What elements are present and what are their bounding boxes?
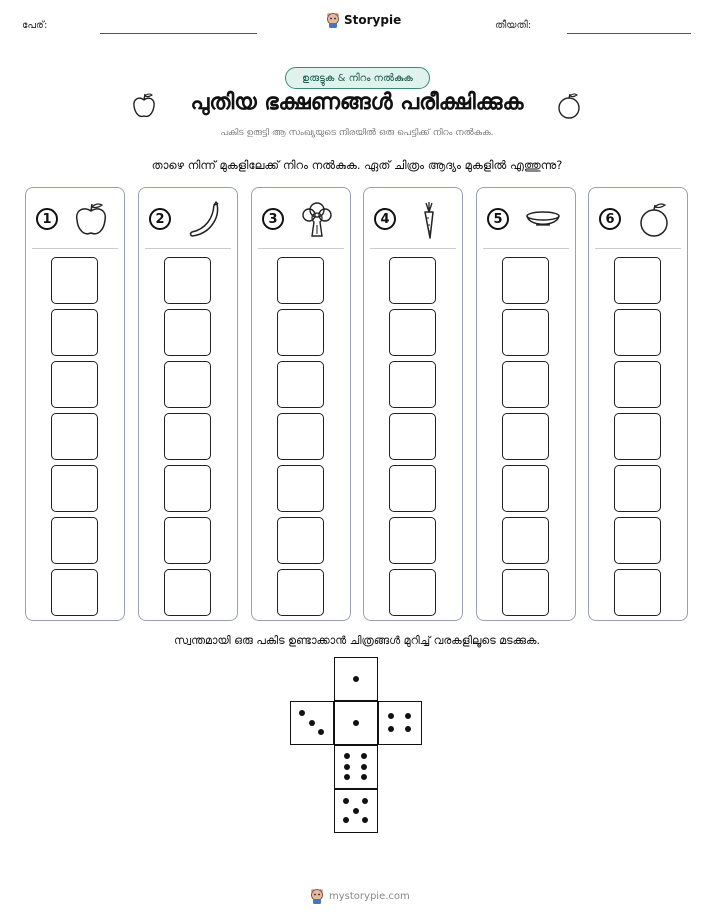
- color-box[interactable]: [502, 465, 549, 512]
- color-box[interactable]: [502, 361, 549, 408]
- color-box[interactable]: [164, 413, 211, 460]
- color-box[interactable]: [51, 309, 98, 356]
- dice-pip: [343, 817, 349, 823]
- color-box[interactable]: [502, 517, 549, 564]
- column-number: 2: [149, 208, 171, 230]
- color-box[interactable]: [614, 517, 661, 564]
- dice-face: [334, 745, 378, 789]
- column-divider: [258, 248, 344, 249]
- color-box[interactable]: [164, 257, 211, 304]
- dice-face: [334, 657, 378, 701]
- dice-pip: [362, 798, 368, 804]
- dice-face: [334, 789, 378, 833]
- color-box[interactable]: [614, 309, 661, 356]
- dice-pip: [361, 764, 367, 770]
- activity-badge: ഉരുട്ടുക & നിറം നൽകുക: [285, 67, 430, 89]
- carrot-icon: [409, 200, 449, 240]
- column-number: 4: [374, 208, 396, 230]
- color-box[interactable]: [51, 517, 98, 564]
- dice-pip: [353, 676, 359, 682]
- color-box[interactable]: [614, 465, 661, 512]
- dice-face: [290, 701, 334, 745]
- dice-face: [334, 701, 378, 745]
- orange-icon: [634, 200, 674, 240]
- column-3: [251, 187, 351, 621]
- column-1: [25, 187, 125, 621]
- dice-pip: [362, 817, 368, 823]
- color-box[interactable]: [389, 309, 436, 356]
- color-box[interactable]: [277, 257, 324, 304]
- apple-icon: [71, 200, 111, 240]
- column-number: 3: [262, 208, 284, 230]
- color-box[interactable]: [502, 309, 549, 356]
- instruction-text: താഴെ നിന്ന് മുകളിലേക്ക് നിറം നൽകുക. ഏത് ചിത്രം ആദ്യം മുകളിൽ എത്തുന്നു?: [151, 158, 563, 172]
- color-box[interactable]: [164, 309, 211, 356]
- color-box[interactable]: [614, 257, 661, 304]
- color-box[interactable]: [51, 413, 98, 460]
- footer: [310, 888, 410, 904]
- dice-pip: [361, 753, 367, 759]
- dice-pip: [309, 720, 315, 726]
- dice-pip: [405, 726, 411, 732]
- column-divider: [145, 248, 231, 249]
- dice-pip: [353, 720, 359, 726]
- color-box[interactable]: [389, 569, 436, 616]
- column-number: 5: [487, 208, 509, 230]
- subtitle: പകിട ഉരുട്ടി ആ സംഖ്യയുടെ നിരയിൽ ഒരു പെട്ടിക്ക് നിറം നൽകുക.: [220, 128, 494, 138]
- date-line[interactable]: [567, 33, 691, 34]
- dice-pip: [405, 713, 411, 719]
- dice-pip: [344, 774, 350, 780]
- page-title: പുതിയ ഭക്ഷണങ്ങൾ പരീക്ഷിക്കുക: [190, 90, 524, 115]
- name-line[interactable]: [100, 33, 257, 34]
- storypie-mascot-icon: [310, 888, 324, 904]
- color-box[interactable]: [51, 465, 98, 512]
- dice-pip: [361, 774, 367, 780]
- color-box[interactable]: [389, 413, 436, 460]
- column-5: [476, 187, 576, 621]
- column-divider: [483, 248, 569, 249]
- color-box[interactable]: [389, 257, 436, 304]
- footer-url[interactable]: mystorypie.com: [329, 890, 410, 902]
- column-4: [363, 187, 463, 621]
- column-number: 6: [599, 208, 621, 230]
- dice-pip: [318, 729, 324, 735]
- color-box[interactable]: [389, 465, 436, 512]
- color-box[interactable]: [51, 257, 98, 304]
- orange-icon: [556, 92, 582, 120]
- column-divider: [32, 248, 118, 249]
- color-box[interactable]: [277, 361, 324, 408]
- color-box[interactable]: [277, 465, 324, 512]
- color-box[interactable]: [389, 361, 436, 408]
- color-box[interactable]: [502, 569, 549, 616]
- broccoli-icon: [297, 200, 337, 240]
- color-box[interactable]: [277, 517, 324, 564]
- color-box[interactable]: [614, 569, 661, 616]
- column-number: 1: [36, 208, 58, 230]
- color-box[interactable]: [164, 465, 211, 512]
- color-box[interactable]: [277, 413, 324, 460]
- column-divider: [595, 248, 681, 249]
- color-box[interactable]: [164, 361, 211, 408]
- column-divider: [370, 248, 456, 249]
- dice-pip: [343, 798, 349, 804]
- dice-pip: [299, 710, 305, 716]
- date-label: തീയതി:: [495, 20, 532, 31]
- dice-face: [378, 701, 422, 745]
- color-box[interactable]: [51, 569, 98, 616]
- dice-pip: [344, 753, 350, 759]
- bowl-icon: [519, 200, 567, 240]
- color-box[interactable]: [502, 413, 549, 460]
- color-box[interactable]: [164, 517, 211, 564]
- dice-pip: [388, 713, 394, 719]
- color-box[interactable]: [164, 569, 211, 616]
- color-box[interactable]: [389, 517, 436, 564]
- dice-pip: [353, 808, 359, 814]
- brand-name: Storypie: [344, 13, 402, 27]
- color-box[interactable]: [277, 569, 324, 616]
- storypie-mascot-icon: [326, 12, 340, 28]
- dice-instruction: സ്വന്തമായി ഒരു പകിട ഉണ്ടാക്കാൻ ചിത്രങ്ങൾ മുറിച്ച് വരകളിലൂടെ മടക്കുക.: [174, 634, 540, 647]
- column-2: [138, 187, 238, 621]
- brand-logo: [326, 12, 401, 28]
- banana-icon: [184, 200, 224, 240]
- color-box[interactable]: [277, 309, 324, 356]
- color-box[interactable]: [614, 361, 661, 408]
- color-box[interactable]: [51, 361, 98, 408]
- color-box[interactable]: [502, 257, 549, 304]
- color-box[interactable]: [614, 413, 661, 460]
- dice-pip: [344, 764, 350, 770]
- column-6: [588, 187, 688, 621]
- name-label: പേര്:: [22, 20, 48, 31]
- dice-pip: [388, 726, 394, 732]
